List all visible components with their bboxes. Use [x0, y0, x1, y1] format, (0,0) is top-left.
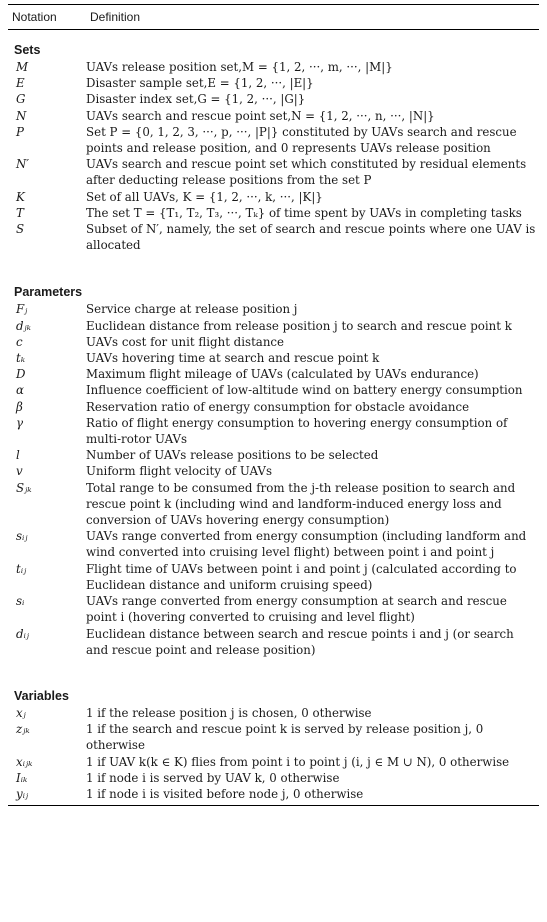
notation-symbol: D	[16, 367, 26, 382]
section-title: Parameters	[14, 285, 83, 300]
notation-definition: Subset of N′, namely, the set of search and rescue points where one UAV is allocated	[86, 222, 536, 253]
section-variables	[8, 688, 539, 802]
notation-definition: Total range to be consumed from the j-th release position to search and rescue point k (including wind and landform-induced energy loss and conversion of UAVs hovering energy consumption)	[86, 480, 516, 528]
section-title: Variables	[14, 688, 69, 703]
notation-definition: Number of UAVs release positions to be selected	[86, 448, 379, 463]
notation-definition: UAVs search and rescue point set,N = {1, 2, ···, n, ···, |N|}	[86, 108, 435, 123]
table-row	[8, 626, 539, 658]
notation-symbol: γ	[16, 415, 24, 430]
notation-definition: UAVs range converted from energy consumption (including landform and wind converted into cruising level flight) between point i and point j	[86, 529, 527, 560]
table-row	[8, 561, 539, 593]
notation-definition: 1 if UAV k(k ∈ K) flies from point i to point j (i, j ∈ M ∪ N), 0 otherwise	[86, 754, 510, 769]
notation-symbol: tₖ	[16, 351, 26, 366]
notation-symbol: P	[16, 124, 24, 139]
table-row	[8, 786, 539, 802]
notation-symbol: sᵢ	[16, 594, 25, 609]
notation-definition: Euclidean distance from release position j to search and rescue point k	[86, 318, 512, 333]
notation-symbol: l	[16, 448, 20, 463]
notation-symbol: zⱼₖ	[16, 722, 30, 737]
notation-symbol: S	[16, 222, 25, 237]
notation-symbol: α	[16, 383, 24, 398]
notation-symbol: K	[16, 189, 25, 204]
section-title: Sets	[14, 43, 41, 57]
notation-definition: Service charge at release position j	[86, 302, 298, 317]
table-row	[8, 415, 539, 447]
notation-definition: UAVs release position set,M = {1, 2, ···, m, ···, |M|}	[86, 60, 393, 74]
notation-definition: Disaster index set,G = {1, 2, ···, |G|}	[86, 92, 306, 107]
table-row	[8, 463, 539, 479]
table-row	[8, 480, 539, 529]
notation-symbol: Sⱼₖ	[16, 480, 32, 495]
notation-definition: Flight time of UAVs between point i and point j (calculated according to Euclidean distance and uniform cruising speed)	[86, 561, 517, 592]
notation-symbol: xⱼ	[16, 705, 26, 720]
table-row	[8, 382, 539, 398]
notation-definition: Influence coefficient of low-altitude wind on battery energy consumption	[86, 383, 523, 398]
notation-symbol: tᵢⱼ	[16, 561, 27, 576]
notation-definition: Uniform flight velocity of UAVs	[86, 464, 272, 479]
table-row	[8, 189, 539, 205]
notation-definition: Reservation ratio of energy consumption for obstacle avoidance	[86, 399, 470, 414]
table-row	[8, 124, 539, 156]
notation-symbol: v	[16, 464, 23, 479]
table-row	[8, 59, 539, 75]
notation-symbol: N′	[16, 157, 30, 172]
notation-definition: Disaster sample set,E = {1, 2, ···, |E|}	[86, 76, 314, 91]
table-row	[8, 721, 539, 753]
table-row	[8, 366, 539, 382]
table-row	[8, 528, 539, 560]
table-row	[8, 205, 539, 221]
notation-symbol: dⱼₖ	[16, 318, 31, 333]
notation-definition: 1 if the search and rescue point k is served by release position j, 0 otherwise	[86, 722, 484, 753]
notation-symbol: Iᵢₖ	[16, 770, 28, 785]
table-row	[8, 334, 539, 350]
notation-table	[8, 4, 539, 806]
notation-definition: UAVs cost for unit flight distance	[86, 334, 285, 349]
table-row	[8, 108, 539, 124]
table-row	[8, 301, 539, 317]
notation-symbol: T	[16, 205, 24, 220]
notation-definition: The set T = {T₁, T₂, T₃, ···, Tₖ} of time spent by UAVs in completing tasks	[86, 205, 522, 220]
notation-symbol: yᵢⱼ	[16, 786, 29, 801]
table-row	[8, 350, 539, 366]
table-row	[8, 770, 539, 786]
notation-symbol: β	[16, 399, 23, 414]
notation-definition: UAVs range converted from energy consumption at search and rescue point i (hovering converted to cruising and level flight)	[86, 594, 507, 625]
table-row	[8, 593, 539, 625]
table-row	[8, 447, 539, 463]
table-row	[8, 156, 539, 188]
section-parameters	[8, 284, 539, 657]
notation-definition: UAVs search and rescue point set which constituted by residual elements after deducting release positions from the set P	[86, 157, 527, 188]
table-row	[8, 75, 539, 91]
table-header	[8, 5, 539, 29]
notation-definition: Maximum flight mileage of UAVs (calculated by UAVs endurance)	[86, 367, 479, 382]
table-row	[8, 399, 539, 415]
table-row	[8, 91, 539, 107]
table-row	[8, 318, 539, 334]
table-row	[8, 221, 539, 253]
notation-symbol: N	[16, 108, 27, 123]
notation-symbol: sᵢⱼ	[16, 529, 28, 544]
notation-definition: Set of all UAVs, K = {1, 2, ···, k, ···, |K|}	[86, 189, 323, 204]
table-row	[8, 705, 539, 721]
notation-symbol: c	[16, 334, 23, 349]
bottom-rule	[8, 805, 539, 806]
notation-symbol: dᵢⱼ	[16, 626, 30, 641]
section-sets	[8, 42, 539, 253]
notation-definition: 1 if node i is visited before node j, 0 otherwise	[86, 786, 364, 801]
notation-symbol: Fⱼ	[16, 302, 28, 317]
notation-definition: 1 if node i is served by UAV k, 0 otherwise	[86, 770, 340, 785]
notation-symbol: xᵢⱼₖ	[16, 754, 33, 769]
notation-symbol: M	[16, 60, 29, 74]
notation-definition: Euclidean distance between search and rescue points i and j (or search and rescue point and release position)	[86, 626, 514, 657]
notation-symbol: E	[16, 76, 25, 91]
table-row	[8, 754, 539, 770]
notation-definition: Ratio of flight energy consumption to hovering energy consumption of multi-rotor UAVs	[86, 415, 508, 447]
header-definition: Definition	[90, 10, 141, 24]
notation-symbol: G	[16, 92, 26, 107]
notation-definition: Set P = {0, 1, 2, 3, ···, p, ···, |P|} constituted by UAVs search and rescue points and release position, and 0 represents UAVs release position	[86, 124, 517, 156]
notation-definition: 1 if the release position j is chosen, 0 otherwise	[86, 705, 372, 720]
header-notation: Notation	[12, 10, 57, 24]
notation-definition: UAVs hovering time at search and rescue point k	[86, 351, 380, 366]
